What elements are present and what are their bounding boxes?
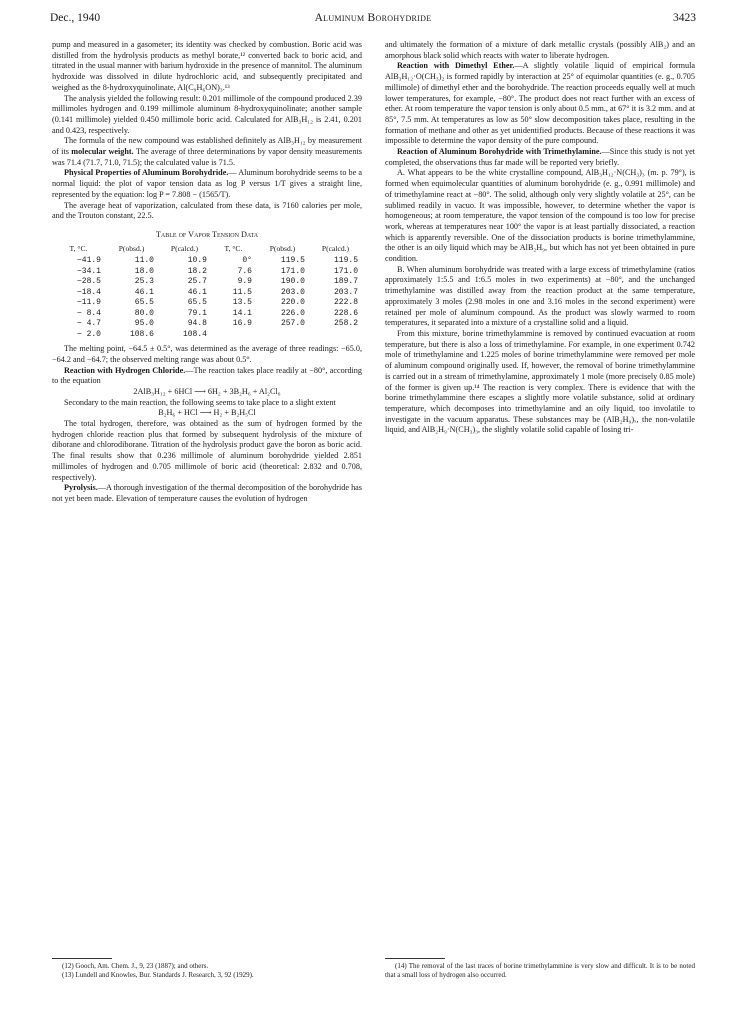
table-cell: 18.2 [187, 266, 207, 276]
table-title: Table of Vapor Tension Data [155, 229, 259, 239]
section-heading: Reaction of Aluminum Borohydride with Trimethylamine. [397, 147, 602, 157]
paragraph: The formula of the new compound was established definitely as AlB₃H₁₂ by measurement of its molecular weight. The average of three determinations by vapor density measurements was 71.4 (71.7, 71.0, 71.5); the calculated value is 71.5. [52, 136, 362, 167]
table-cell: 9.9 [237, 277, 252, 287]
footnote-14: (14) The removal of the last traces of borine trimethylammine is very slow and difficult. It is to be noted that a small loss of hydrogen also occurred. [385, 962, 695, 979]
table-cell: 79.1 [187, 308, 207, 318]
table-header-cell: P(obsd.) [118, 243, 145, 253]
paragraph: The analysis yielded the following result: 0.201 millimole of the compound produced 2.39 millimoles hydrogen and 0.199 millimole aluminum 8-hydroxyquinolinate; another sample (0.141 millimole) yielded 0.450 millimole boric acid. Calculated for AlB₃H₁₂ is 2.41, 0.201 and 0.423, respectively. [52, 93, 362, 135]
paragraph: and ultimately the formation of a mixture of dark metallic crystals (possibly AlB₂) and an amorphous black solid which reacts with water to liberate hydrogen. [385, 40, 695, 60]
table-cell: 203.0 [280, 287, 305, 297]
paragraph: pump and measured in a gasometer; its identity was checked by combustion. Boric acid was distilled from the hydrolysis products as methyl borate,¹² converted back to boric acid, and titrated in the usual manner with barium hydroxide in the presence of mannitol. The aluminum hydroxide was dissolved in dilute hydrochloric acid, and subsequently precipitated and weighed as the 8-hydroxyquinolinate, Al(C₉H₆ON)₃.¹³ [52, 40, 362, 92]
table-cell: 25.3 [134, 277, 154, 287]
table-cell: −41.9 [76, 256, 101, 266]
table-cell: 258.2 [333, 319, 358, 329]
table-cell: 171.0 [333, 266, 358, 276]
table-cell: −11.9 [76, 298, 101, 308]
table-row [52, 330, 362, 341]
paragraph: A. What appears to be the white crystalline compound, AlB₃H₁₂·N(CH₃)₃ (m. p. 79°), is formed when equimolecular quantities of aluminum borohydride (e. g., 0.991 millimole) and of trimethylamine react at −80°. The solid, although only very slightly volatile at 25°, can be sublimed readily in vacuo. It was impossible, however, to determine whether the vapor is homogeneous; at room temperature, the vapor tension of the compound is too low for precise work, whereas at temperatures near 100° the vapor is at least partially dissociated, a reaction which is apparently reversible. One of the dissociation products is borine trimethylammine, the other is an oily liquid which may be AlB₂H₉, but which has not yet been obtained in pure condition. [385, 168, 695, 264]
table-cell: − 2.0 [76, 329, 101, 339]
table-cell: 108.4 [182, 329, 207, 339]
header-date: Dec., 1940 [50, 12, 101, 24]
section-heading: Reaction with Dimethyl Ether. [397, 61, 515, 71]
footnote-rule [385, 958, 445, 959]
table-row [52, 309, 362, 320]
table-row [52, 288, 362, 299]
paragraph: Pyrolysis.—A thorough investigation of the thermal decomposition of the borohydride has not yet been made. Elevation of temperature causes the evolution of hydrogen [52, 483, 362, 503]
table-cell: 119.5 [280, 256, 305, 266]
table-cell: 228.6 [333, 308, 358, 318]
section-heading: Physical Properties of Aluminum Borohydride. [64, 168, 229, 178]
table-cell: 108.6 [129, 329, 154, 339]
table-cell: 46.1 [134, 287, 154, 297]
table-row [52, 256, 362, 267]
table-row [52, 319, 362, 330]
table-row [52, 298, 362, 309]
paragraph: From this mixture, borine trimethylammine is removed by continued evacuation at room temperature, but there is also a loss of trimethylamine. For example, in one experiment 0.742 mole of trimethylamine and 1.225 moles of borine trimethylammine were removed per mole of aluminum compound originally used. If, however, the removal of borine trimethylammine is carried out in a stream of trimethylamine, approximately 1 mole (more precisely 0.85 mole) of the former is given up.¹⁴ The reaction is very complex. There is evidence that with the borine trimethylammine there escapes a slightly more volatile substance, solid at ordinary temperature, which decomposes into trimethylamine and an oily liquid, too involatile to investigate in the vacuum apparatus. These substances may be (AlB₂H₉)ₓ, the non-volatile liquid, and AlB₂H₉·N(CH₃)₃, the slightly volatile solid capable of losing tri- [385, 328, 695, 435]
paragraph: Reaction of Aluminum Borohydride with Trimethylamine.—Since this study is not yet completed, the observations thus far made will be reported very briefly. [385, 147, 696, 167]
table-cell: − 4.7 [76, 319, 101, 329]
table-cell: 119.5 [333, 256, 358, 266]
table-cell: 25.7 [187, 277, 207, 287]
table-cell: 10.9 [187, 256, 207, 266]
table-cell: 14.1 [232, 308, 252, 318]
table-cell: −18.4 [76, 287, 101, 297]
table-cell [211, 330, 256, 341]
table-cell: 94.8 [187, 319, 207, 329]
vapor-tension-table [52, 244, 362, 341]
section-heading: Pyrolysis. [64, 483, 98, 493]
paragraph: Reaction with Dimethyl Ether.—A slightly volatile liquid of empirical formula AlB₃H₁₂·O(CH₃)₂ is formed rapidly by interaction at 25° of equimolar quantities (e. g., 0.705 millimole) of dimethyl ether and the borohydride. The reaction proceeds equally well at much lower temperatures, for example, −80°. The product does not react further with an excess of ether. At room temperature the vapor tension is only about 0.5 mm., at 67° it is 3.2 mm. and at 85°, 7.5 mm. At temperatures as low as 50° slow decomposition takes place, resulting in the formation of methane and other as yet unidentified products. Because of these reactions it was impossible to determine the vapor density of the pure compound. [385, 61, 696, 146]
paragraph: Reaction with Hydrogen Chloride.—The reaction takes place readily at −80°, according to the equation [52, 365, 362, 386]
table-cell: 7.6 [237, 266, 252, 276]
table-row [52, 277, 362, 288]
table-cell: 16.9 [232, 319, 252, 329]
table-cell: 190.0 [280, 277, 305, 287]
table-cell: 203.7 [333, 287, 358, 297]
header-page-number: 3423 [673, 12, 696, 24]
equation: 2AlB₃H₁₂ + 6HCl ⟶ 6H₂ + 3B₂H₆ + Al₂Cl₆ [133, 386, 281, 396]
table-cell: 65.5 [134, 298, 154, 308]
table-cell: − 8.4 [76, 308, 101, 318]
table-header-cell: P(obsd.) [269, 243, 296, 253]
section-heading: Reaction with Hydrogen Chloride. [64, 365, 186, 375]
table-header-cell: T, °C. [224, 243, 243, 253]
left-column [52, 40, 362, 505]
table-cell [309, 330, 362, 341]
table-cell: 11.5 [232, 287, 252, 297]
table-cell: 46.1 [187, 287, 207, 297]
table-cell: 13.5 [232, 298, 252, 308]
footnote-12: (12) Gooch, Am. Chem. J., 9, 23 (1887); and others. [62, 962, 209, 970]
right-column [385, 40, 695, 436]
table-cell: 0° [242, 256, 252, 266]
paragraph: Secondary to the main reaction, the following seems to take place to a slight extent [64, 397, 336, 407]
footnote-13: (13) Lundell and Knowles, Bur. Standards J. Research, 3, 92 (1929). [62, 970, 254, 979]
table-header-cell: P(calcd.) [170, 243, 199, 253]
table-cell: −34.1 [76, 266, 101, 276]
table-cell: 171.0 [280, 266, 305, 276]
table-cell: 11.0 [134, 256, 154, 266]
paragraph: The total hydrogen, therefore, was obtained as the sum of hydrogen formed by the hydrogen chloride reaction plus that formed by subsequent hydrolysis of the mixture of diborane and chlorodiborane. Titration of the hydrolysis product gave the boron as boric acid. The final results show that 0.236 millimole of aluminum borohydride yielded 2.851 millimoles of hydrogen and 0.705 millimole of boric acid (theoretical: 2.832 and 0.708, respectively). [52, 419, 362, 482]
paragraph: The melting point, −64.5 ± 0.5°, was determined as the average of three readings: −65.0, −64.2 and −64.7; the observed melting range was about 0.5°. [52, 344, 362, 364]
header-title: Aluminum Borohydride [314, 12, 432, 24]
table-cell: −28.5 [76, 277, 101, 287]
footnote-rule [52, 958, 112, 959]
equation: B₂H₆ + HCl ⟶ H₂ + B₂H₅Cl [158, 408, 256, 418]
table-cell: 95.0 [134, 319, 154, 329]
paragraph: B. When aluminum borohydride was treated with a large excess of trimethylamine (ratios approximately 1:5.5 and 1:6.5 moles in two experiments) at −80°, and the unchanged trimethylamine was distilled away from the reaction product at the same temperature, approximately 3 moles (2.98 moles in one and 3.16 moles in the second experiment) were retained per mole of aluminum compound. As the product was slowly warmed to room temperatures, it separated into a mixture of a crystalline solid and a liquid. [385, 264, 695, 328]
running-header [50, 12, 696, 32]
table-header-cell: P(calcd.) [321, 243, 350, 253]
table-cell: 220.0 [280, 298, 305, 308]
table-cell [256, 330, 309, 341]
footnotes-left [52, 962, 362, 980]
paragraph: The average heat of vaporization, calculated from these data, is 7160 calories per mole, and the Trouton constant, 22.5. [52, 200, 362, 221]
table-row [52, 267, 362, 278]
table-cell: 189.7 [333, 277, 358, 287]
table-cell: 257.0 [280, 319, 305, 329]
footnotes-right [385, 962, 695, 980]
table-header-cell: T, °C. [69, 243, 88, 253]
table-cell: 18.0 [134, 266, 154, 276]
table-cell: 226.0 [280, 308, 305, 318]
table-cell: 222.8 [333, 298, 358, 308]
table-cell: 80.0 [134, 308, 154, 318]
table-cell: 65.5 [187, 298, 207, 308]
paragraph: Physical Properties of Aluminum Borohydride.— Aluminum borohydride seems to be a normal liquid: the plot of vapor tension data as log P versus 1/T gives a straight line, represented by the equation: log P = 7.808 − (1565/T). [52, 168, 362, 199]
